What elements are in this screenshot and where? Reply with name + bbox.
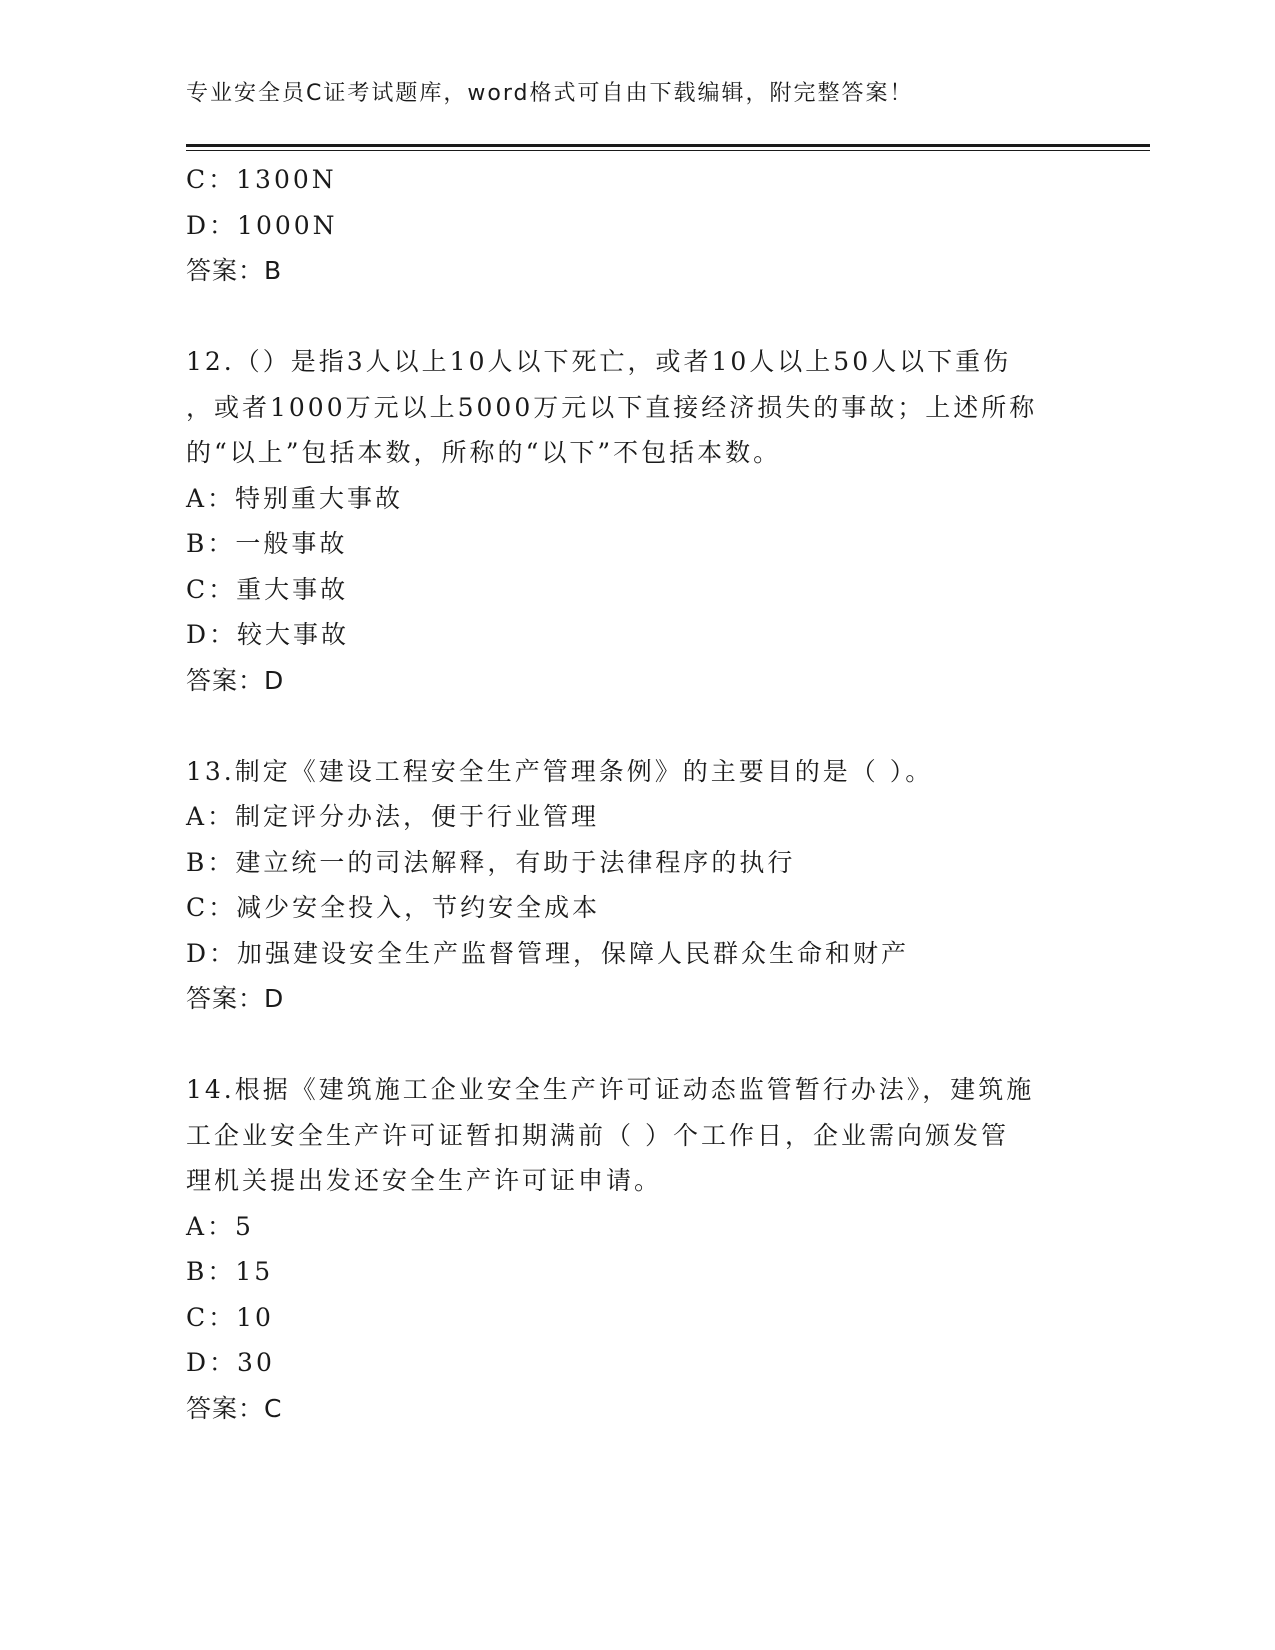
answer-line: 答案：D bbox=[186, 665, 285, 695]
question-stem-line: 12.（）是指3人以上10人以下死亡，或者10人以上50人以下重伤 bbox=[186, 347, 1012, 376]
spacer bbox=[186, 294, 1086, 340]
answer-line: 答案：C bbox=[186, 1393, 283, 1423]
spacer bbox=[186, 703, 1086, 749]
option-c: C：1300N bbox=[186, 165, 337, 194]
question-12 bbox=[186, 339, 1086, 703]
option-a: A：制定评分办法，便于行业管理 bbox=[186, 802, 600, 831]
answer-line: 答案：D bbox=[186, 984, 285, 1013]
question-13 bbox=[186, 749, 1086, 1022]
question-stem-line: 工企业安全生产许可证暂扣期满前（ ）个工作日，企业需向颁发管 bbox=[186, 1120, 1009, 1150]
option-c: C：减少安全投入，节约安全成本 bbox=[186, 893, 601, 922]
prev-question bbox=[186, 157, 1086, 294]
question-stem-line: ，或者1000万元以上5000万元以下直接经济损失的事故；上述所称 bbox=[186, 392, 1038, 422]
option-b: B：15 bbox=[186, 1257, 274, 1286]
option-b: B：一般事故 bbox=[186, 529, 348, 558]
option-b: B：建立统一的司法解释，有助于法律程序的执行 bbox=[186, 847, 796, 877]
question-stem-line: 13.制定《建设工程安全生产管理条例》的主要目的是（ ）。 bbox=[186, 756, 934, 786]
option-d: D：30 bbox=[186, 1348, 275, 1377]
option-d: D：1000N bbox=[186, 210, 338, 240]
option-a: A：5 bbox=[186, 1211, 254, 1241]
header-divider-thick bbox=[186, 144, 1150, 147]
header-divider-thin bbox=[186, 150, 1150, 151]
question-stem-line: 的“以上”包括本数，所称的“以下”不包括本数。 bbox=[186, 438, 782, 467]
page-header: 专业安全员C证考试题库，word格式可自由下载编辑，附完整答案！ bbox=[186, 81, 914, 106]
option-d: D：较大事故 bbox=[186, 620, 350, 649]
question-content bbox=[186, 157, 1086, 1431]
option-d: D：加强建设安全生产监督管理，保障人民群众生命和财产 bbox=[186, 938, 910, 968]
question-14 bbox=[186, 1067, 1086, 1431]
option-c: C：重大事故 bbox=[186, 574, 349, 604]
option-a: A：特别重大事故 bbox=[186, 483, 404, 513]
question-stem-line: 14.根据《建筑施工企业安全生产许可证动态监管暂行办法》，建筑施 bbox=[186, 1075, 1035, 1104]
spacer bbox=[186, 1022, 1086, 1068]
question-stem-line: 理机关提出发还安全生产许可证申请。 bbox=[186, 1166, 663, 1195]
answer-line: 答案：B bbox=[186, 256, 283, 285]
option-c: C：10 bbox=[186, 1302, 274, 1332]
